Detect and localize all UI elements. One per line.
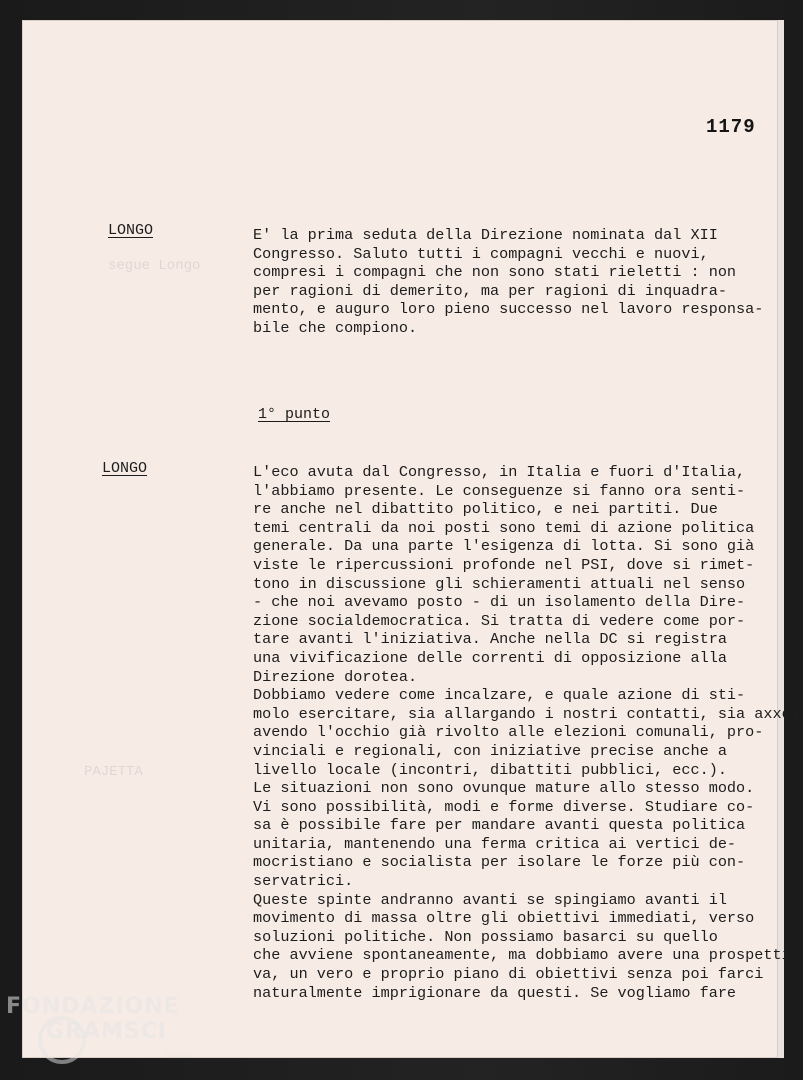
watermark-sub: onlus bbox=[166, 1050, 193, 1059]
speech-paragraph: E' la prima seduta della Direzione nominata dal XII Congresso. Saluto tutti i compagni vecchi e nuovi, compresi i compagni che non sono stati rieletti : non per ragioni di demerito, ma per ragioni di inquadra- mento, e auguro loro pieno successo nel lavoro responsa- bile che compiono. bbox=[253, 226, 764, 337]
watermark-line1: FONDAZIONE bbox=[6, 994, 180, 1019]
bleed-through-text: PAJETTA bbox=[84, 764, 143, 780]
watermark-line2: GRAMSCI bbox=[46, 1019, 168, 1044]
speaker-label: LONGO bbox=[108, 222, 154, 239]
speaker-label: LONGO bbox=[102, 460, 148, 477]
page-number: 1179 bbox=[706, 116, 756, 138]
archive-watermark bbox=[6, 994, 193, 1059]
document-page bbox=[22, 20, 800, 1058]
speech-paragraph: L'eco avuta dal Congresso, in Italia e fuori d'Italia, l'abbiamo presente. Le conseguenze si fanno ora senti- re anche nel dibattito politico, e nei partiti. Due temi centrali da noi posti sono temi di azione politica generale. Da una parte l'esigenza di lotta. Si sono già viste le ripercussioni profonde nel PSI, dove si rimet- tono in discussione gli schieramenti attuali nel senso - che noi avevamo posto - di un isolamento della Dire- zione socialdemocratica. Si tratta di vedere come por- tare avanti l'iniziativa. Anche nella DC si registra una vivificazione delle correnti di opposizione alla Direzione dorotea. Dobbiamo vedere come incalzare, e quale azione di sti- molo esercitare, sia allargando i nostri contatti, sia axxei avendo l'occhio già rivolto alle elezioni comunali, pro- vinciali e regionali, con iniziative precise anche a livello locale (incontri, dibattiti pubblici, ecc.). Le situazioni non sono ovunque mature allo stesso modo. Vi sono possibilità, modi e forme diverse. Studiare co- sa è possibile fare per mandare avanti questa politica unitaria, mantenendo una ferma critica ai vertici de- mocristiano e socialista per isolare le forze più con- servatrici. Queste spinte andranno avanti se spingiamo avanti il movimento di massa oltre gli obiettivi immediati, verso soluzioni politiche. Non possiamo basarci su quello che avviene spontaneamente, ma dobbiamo avere una prospetti va, un vero e proprio piano di obiettivi senza poi farci naturalmente imprigionare da questi. Se vogliamo fare bbox=[253, 463, 800, 1002]
section-heading: 1° punto bbox=[258, 406, 331, 423]
bleed-through-text: segue Longo bbox=[108, 258, 201, 274]
